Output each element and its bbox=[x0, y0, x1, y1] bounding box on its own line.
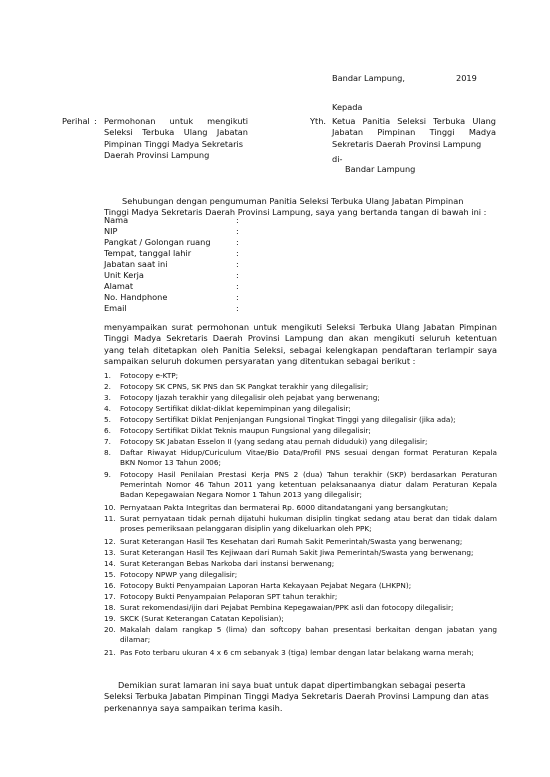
recipient-city: Bandar Lampung bbox=[345, 164, 416, 174]
list-item-text: Makalah dalam rangkap 5 (lima) dan softcopy bahan presentasi berkaitan dengan jabatan yang bbox=[120, 625, 497, 634]
list-item-number: 15. bbox=[104, 570, 116, 579]
recipient-block bbox=[332, 116, 496, 150]
field-alamat bbox=[104, 281, 239, 292]
list-item-number: 13. bbox=[104, 548, 116, 557]
list-item-number: 14. bbox=[104, 559, 116, 568]
recipient-line: Sekretaris Daerah Provinsi Lampung bbox=[332, 138, 482, 149]
list-item-text: Fotocopy SK CPNS, SK PNS dan SK Pangkat terakhir yang dilegalisir; bbox=[120, 382, 369, 391]
perihal-label: Perihal bbox=[62, 116, 90, 126]
list-item-text: Fotocopy NPWP yang dilegalisir; bbox=[120, 570, 238, 579]
list-item-number: 3. bbox=[104, 393, 111, 402]
list-item-number: 10. bbox=[104, 503, 116, 512]
field-label: Unit Kerja bbox=[104, 270, 144, 280]
list-item-text: Fotocopy SK Jabatan Esselon II (yang sedang atau pernah diduduki) yang dilegalisir; bbox=[120, 437, 428, 446]
field-colon: : bbox=[236, 259, 239, 269]
perihal-line: Permohonan untuk mengikuti bbox=[104, 116, 248, 126]
list-item-number: 2. bbox=[104, 382, 111, 391]
field-colon: : bbox=[236, 226, 239, 236]
kepada-label: Kepada bbox=[332, 102, 363, 112]
list-item-text: Fotocopy Ijazah terakhir yang dilegalisir oleh pejabat yang berwenang; bbox=[120, 393, 380, 402]
place-date: Bandar Lampung, bbox=[332, 73, 405, 83]
list-item-text: SKCK (Surat Keterangan Catatan Kepolisian); bbox=[120, 614, 284, 623]
field-label: NIP bbox=[104, 226, 118, 236]
field-label: Tempat, tanggal lahir bbox=[104, 248, 192, 258]
field-label: Alamat bbox=[104, 281, 134, 291]
opening-line: Tinggi Madya Sekretaris Daerah Provinsi Lampung, saya yang bertanda tangan di bawah ini : bbox=[104, 207, 487, 218]
list-item-text: Fotocopy Sertifikat Diklat Penjenjangan Fungsional Tingkat Tinggi yang dilegalisir (jika ada); bbox=[120, 415, 456, 424]
perihal-colon: : bbox=[94, 116, 97, 126]
statement-line: Tinggi Madya Sekretaris Daerah Provinsi Lampung dan akan mengikuti seluruh ketentuan bbox=[104, 333, 497, 344]
perihal-subject bbox=[104, 116, 248, 162]
list-item-text: Pemerintah Nomor 46 Tahun 2011 yang ketentuan pelaksanaanya diatur dalam Peraturan Kepala bbox=[120, 480, 497, 490]
list-item-text: Surat Keterangan Bebas Narkoba dari instansi berwenang; bbox=[120, 559, 335, 568]
field-email bbox=[104, 303, 239, 314]
yth-label: Yth. bbox=[310, 116, 327, 126]
closing-line: Seleksi Terbuka Jabatan Pimpinan Tinggi Madya Sekretaris Daerah Provinsi Lampung dan atas bbox=[104, 691, 489, 702]
recipient-line: Ketua Panitia Seleksi Terbuka Ulang bbox=[332, 116, 496, 126]
statement-line: menyampaikan surat permohonan untuk mengikuti Seleksi Terbuka Ulang Jabatan Pimpinan bbox=[104, 322, 497, 332]
list-item-number: 21. bbox=[104, 648, 116, 657]
list-item-text: Fotocopy Bukti Penyampaian Laporan Harta Kekayaan Pejabat Negara (LHKPN); bbox=[120, 581, 412, 590]
closing-line: Demikian surat lamaran ini saya buat untuk dapat dipertimbangkan sebagai peserta bbox=[118, 680, 466, 690]
closing-paragraph bbox=[104, 680, 497, 714]
perihal-line: Pimpinan Tinggi Madya Sekretaris bbox=[104, 138, 244, 149]
list-item-number: 8. bbox=[104, 448, 111, 457]
field-label: Email bbox=[104, 303, 127, 313]
statement-line: sampaikan seluruh dokumen persyaratan yang ditentukan sebagai berikut : bbox=[104, 356, 416, 367]
list-item-number: 16. bbox=[104, 581, 116, 590]
field-colon: : bbox=[236, 237, 239, 247]
list-item-text: Fotocopy e-KTP; bbox=[120, 371, 179, 380]
list-item-text: Fotocopy Sertifikat diklat-diklat kepemimpinan yang dilegalisir; bbox=[120, 404, 351, 413]
field-label: No. Handphone bbox=[104, 292, 168, 302]
di-label: di- bbox=[332, 154, 343, 164]
list-item-text: Fotocopy Hasil Penilaian Prestasi Kerja PNS 2 (dua) Tahun terakhir (SKP) berdasarkan Peraturan bbox=[120, 470, 497, 479]
statement-paragraph bbox=[104, 322, 497, 368]
list-item-text: Daftar Riwayat Hidup/Curiculum Vitae/Bio Data/Profil PNS sesuai dengan format Peraturan Kepala bbox=[120, 448, 497, 457]
list-item-text: BKN Nomor 13 Tahun 2006; bbox=[120, 458, 221, 468]
list-item-number: 4. bbox=[104, 404, 111, 413]
list-item-text: Surat rekomendasi/ijin dari Pejabat Pembina Kepegawaian/PPK asli dan fotocopy dilegalisir; bbox=[120, 603, 454, 612]
list-item-text: Surat pernyataan tidak pernah dijatuhi hukuman disiplin tingkat sedang atau berat dan tidak dalam bbox=[120, 514, 497, 523]
list-item-number: 6. bbox=[104, 426, 111, 435]
list-item-text: Fotocopy Sertifikat Diklat Teknis maupun Fungsional yang dilegalisir; bbox=[120, 426, 371, 435]
opening-line: Sehubungan dengan pengumuman Panitia Seleksi Terbuka Ulang Jabatan Pimpinan bbox=[122, 196, 464, 206]
field-jabatan bbox=[104, 259, 239, 270]
recipient-line: Jabatan Pimpinan Tinggi Madya bbox=[332, 127, 496, 138]
field-pangkat bbox=[104, 237, 239, 248]
field-label: Pangkat / Golongan ruang bbox=[104, 237, 211, 247]
field-label: Jabatan saat ini bbox=[104, 259, 168, 269]
field-handphone bbox=[104, 292, 239, 303]
list-item-number: 18. bbox=[104, 603, 116, 612]
list-item-text: dilamar; bbox=[120, 635, 151, 645]
list-item-text: Fotocopy Bukti Penyampaian Pelaporan SPT tahun terakhir; bbox=[120, 592, 338, 601]
list-item-number: 19. bbox=[104, 614, 116, 623]
list-item-number: 9. bbox=[104, 470, 111, 479]
field-label: Nama bbox=[104, 215, 129, 225]
list-item-text: proses pemeriksaan pelanggaran disiplin yang dikeluarkan oleh PPK; bbox=[120, 524, 372, 534]
field-colon: : bbox=[236, 292, 239, 302]
list-item-number: 12. bbox=[104, 537, 116, 546]
list-item-number: 20. bbox=[104, 625, 116, 634]
statement-line: yang telah ditetapkan oleh Panitia Seleksi, sebagai kelengkapan pendaftaran terlampir saya bbox=[104, 344, 497, 355]
list-item-text: Badan Kepegawaian Negara Nomor 1 Tahun 2013 yang dilegalisir; bbox=[120, 490, 362, 500]
list-item-text: Surat Keterangan Hasil Tes Kesehatan dari Rumah Sakit Pemerintah/Swasta yang berwenang; bbox=[120, 537, 463, 546]
perihal-line: Seleksi Terbuka Ulang Jabatan bbox=[104, 127, 248, 138]
letter-year: 2019 bbox=[456, 73, 477, 83]
list-item-number: 1. bbox=[104, 371, 111, 380]
field-nama bbox=[104, 215, 239, 226]
list-item-number: 11. bbox=[104, 514, 116, 523]
list-item-number: 17. bbox=[104, 592, 116, 601]
perihal-line: Daerah Provinsi Lampung bbox=[104, 150, 210, 161]
list-item-text: Pas Foto terbaru ukuran 4 x 6 cm sebanyak 3 (tiga) lembar dengan latar belakang warna merah; bbox=[120, 648, 474, 657]
field-unit-kerja bbox=[104, 270, 239, 281]
field-colon: : bbox=[236, 303, 239, 313]
field-colon: : bbox=[236, 281, 239, 291]
field-colon: : bbox=[236, 215, 239, 225]
field-colon: : bbox=[236, 248, 239, 258]
list-item-text: Surat Keterangan Hasil Tes Kejiwaan dari Rumah Sakit Jiwa Pemerintah/Swasta yang berwenang; bbox=[120, 548, 474, 557]
field-nip bbox=[104, 226, 239, 237]
list-item-text: Pernyataan Pakta Integritas dan bermaterai Rp. 6000 ditandatangani yang bersangkutan; bbox=[120, 503, 449, 512]
list-item-number: 7. bbox=[104, 437, 111, 446]
closing-line: perkenannya saya sampaikan terima kasih. bbox=[104, 702, 283, 713]
list-item-number: 5. bbox=[104, 415, 111, 424]
field-colon: : bbox=[236, 270, 239, 280]
field-ttl bbox=[104, 248, 239, 259]
